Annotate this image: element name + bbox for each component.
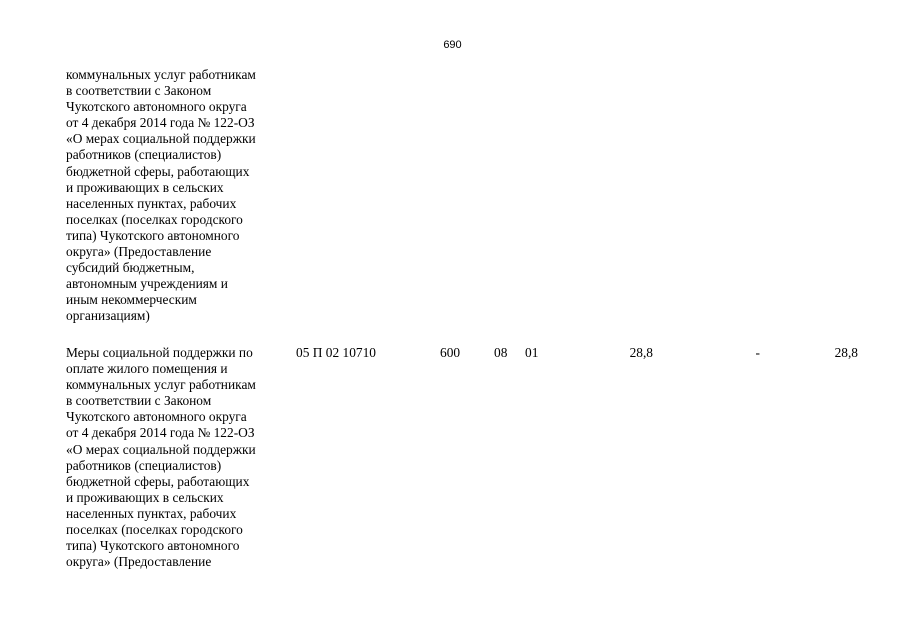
text-line: коммунальных услуг работникам <box>66 67 256 82</box>
text-line: работников (специалистов) <box>66 457 222 473</box>
row-amount-2-cell: - <box>755 345 760 360</box>
text-line: в соответствии с Законом <box>66 393 212 409</box>
row-expense-type-cell: 600 <box>440 345 461 360</box>
text-line: поселках (поселках городского <box>66 522 243 538</box>
text-line: округа» (Предоставление <box>66 554 212 570</box>
text-line: автономным учреждениям и <box>66 276 228 292</box>
text-line: работников (специалистов) <box>66 147 222 163</box>
row-code-cell: 05 П 02 10710 <box>296 345 376 360</box>
continued-description-block <box>66 67 296 325</box>
text-line: типа) Чукотского автономного <box>66 538 240 554</box>
row-subsection-cell: 01 <box>525 345 539 360</box>
text-line: поселках (поселках городского <box>66 211 243 227</box>
text-line: Меры социальной поддержки по <box>66 345 253 360</box>
text-line: Чукотского автономного округа <box>66 99 247 115</box>
row-section-cell: 08 <box>494 345 508 360</box>
text-line: иным некоммерческим <box>66 292 197 308</box>
text-line: Чукотского автономного округа <box>66 409 247 425</box>
row-amount-1-cell: 28,8 <box>629 345 653 360</box>
text-line: оплате жилого помещения и <box>66 361 228 377</box>
text-line: и проживающих в сельских <box>66 179 224 195</box>
text-line: от 4 декабря 2014 года № 122-ОЗ <box>66 425 255 441</box>
text-line: от 4 декабря 2014 года № 122-ОЗ <box>66 115 255 131</box>
text-line: «О мерах социальной поддержки <box>66 131 256 147</box>
text-line: бюджетной сферы, работающих <box>66 473 250 489</box>
text-line: в соответствии с Законом <box>66 83 212 99</box>
page-number: 690 <box>443 39 462 51</box>
text-line: «О мерах социальной поддержки <box>66 441 256 457</box>
text-line: и проживающих в сельских <box>66 489 224 505</box>
row-name-cell <box>66 345 296 570</box>
text-line: организациям) <box>66 308 150 324</box>
text-line: типа) Чукотского автономного <box>66 227 240 243</box>
row-amount-3-cell: 28,8 <box>834 345 858 360</box>
text-line: субсидий бюджетным, <box>66 260 195 276</box>
text-line: населенных пунктах, рабочих <box>66 195 237 211</box>
text-line: населенных пунктах, рабочих <box>66 505 237 521</box>
text-line: коммунальных услуг работникам <box>66 377 256 393</box>
text-line: бюджетной сферы, работающих <box>66 163 250 179</box>
text-line: округа» (Предоставление <box>66 244 212 260</box>
